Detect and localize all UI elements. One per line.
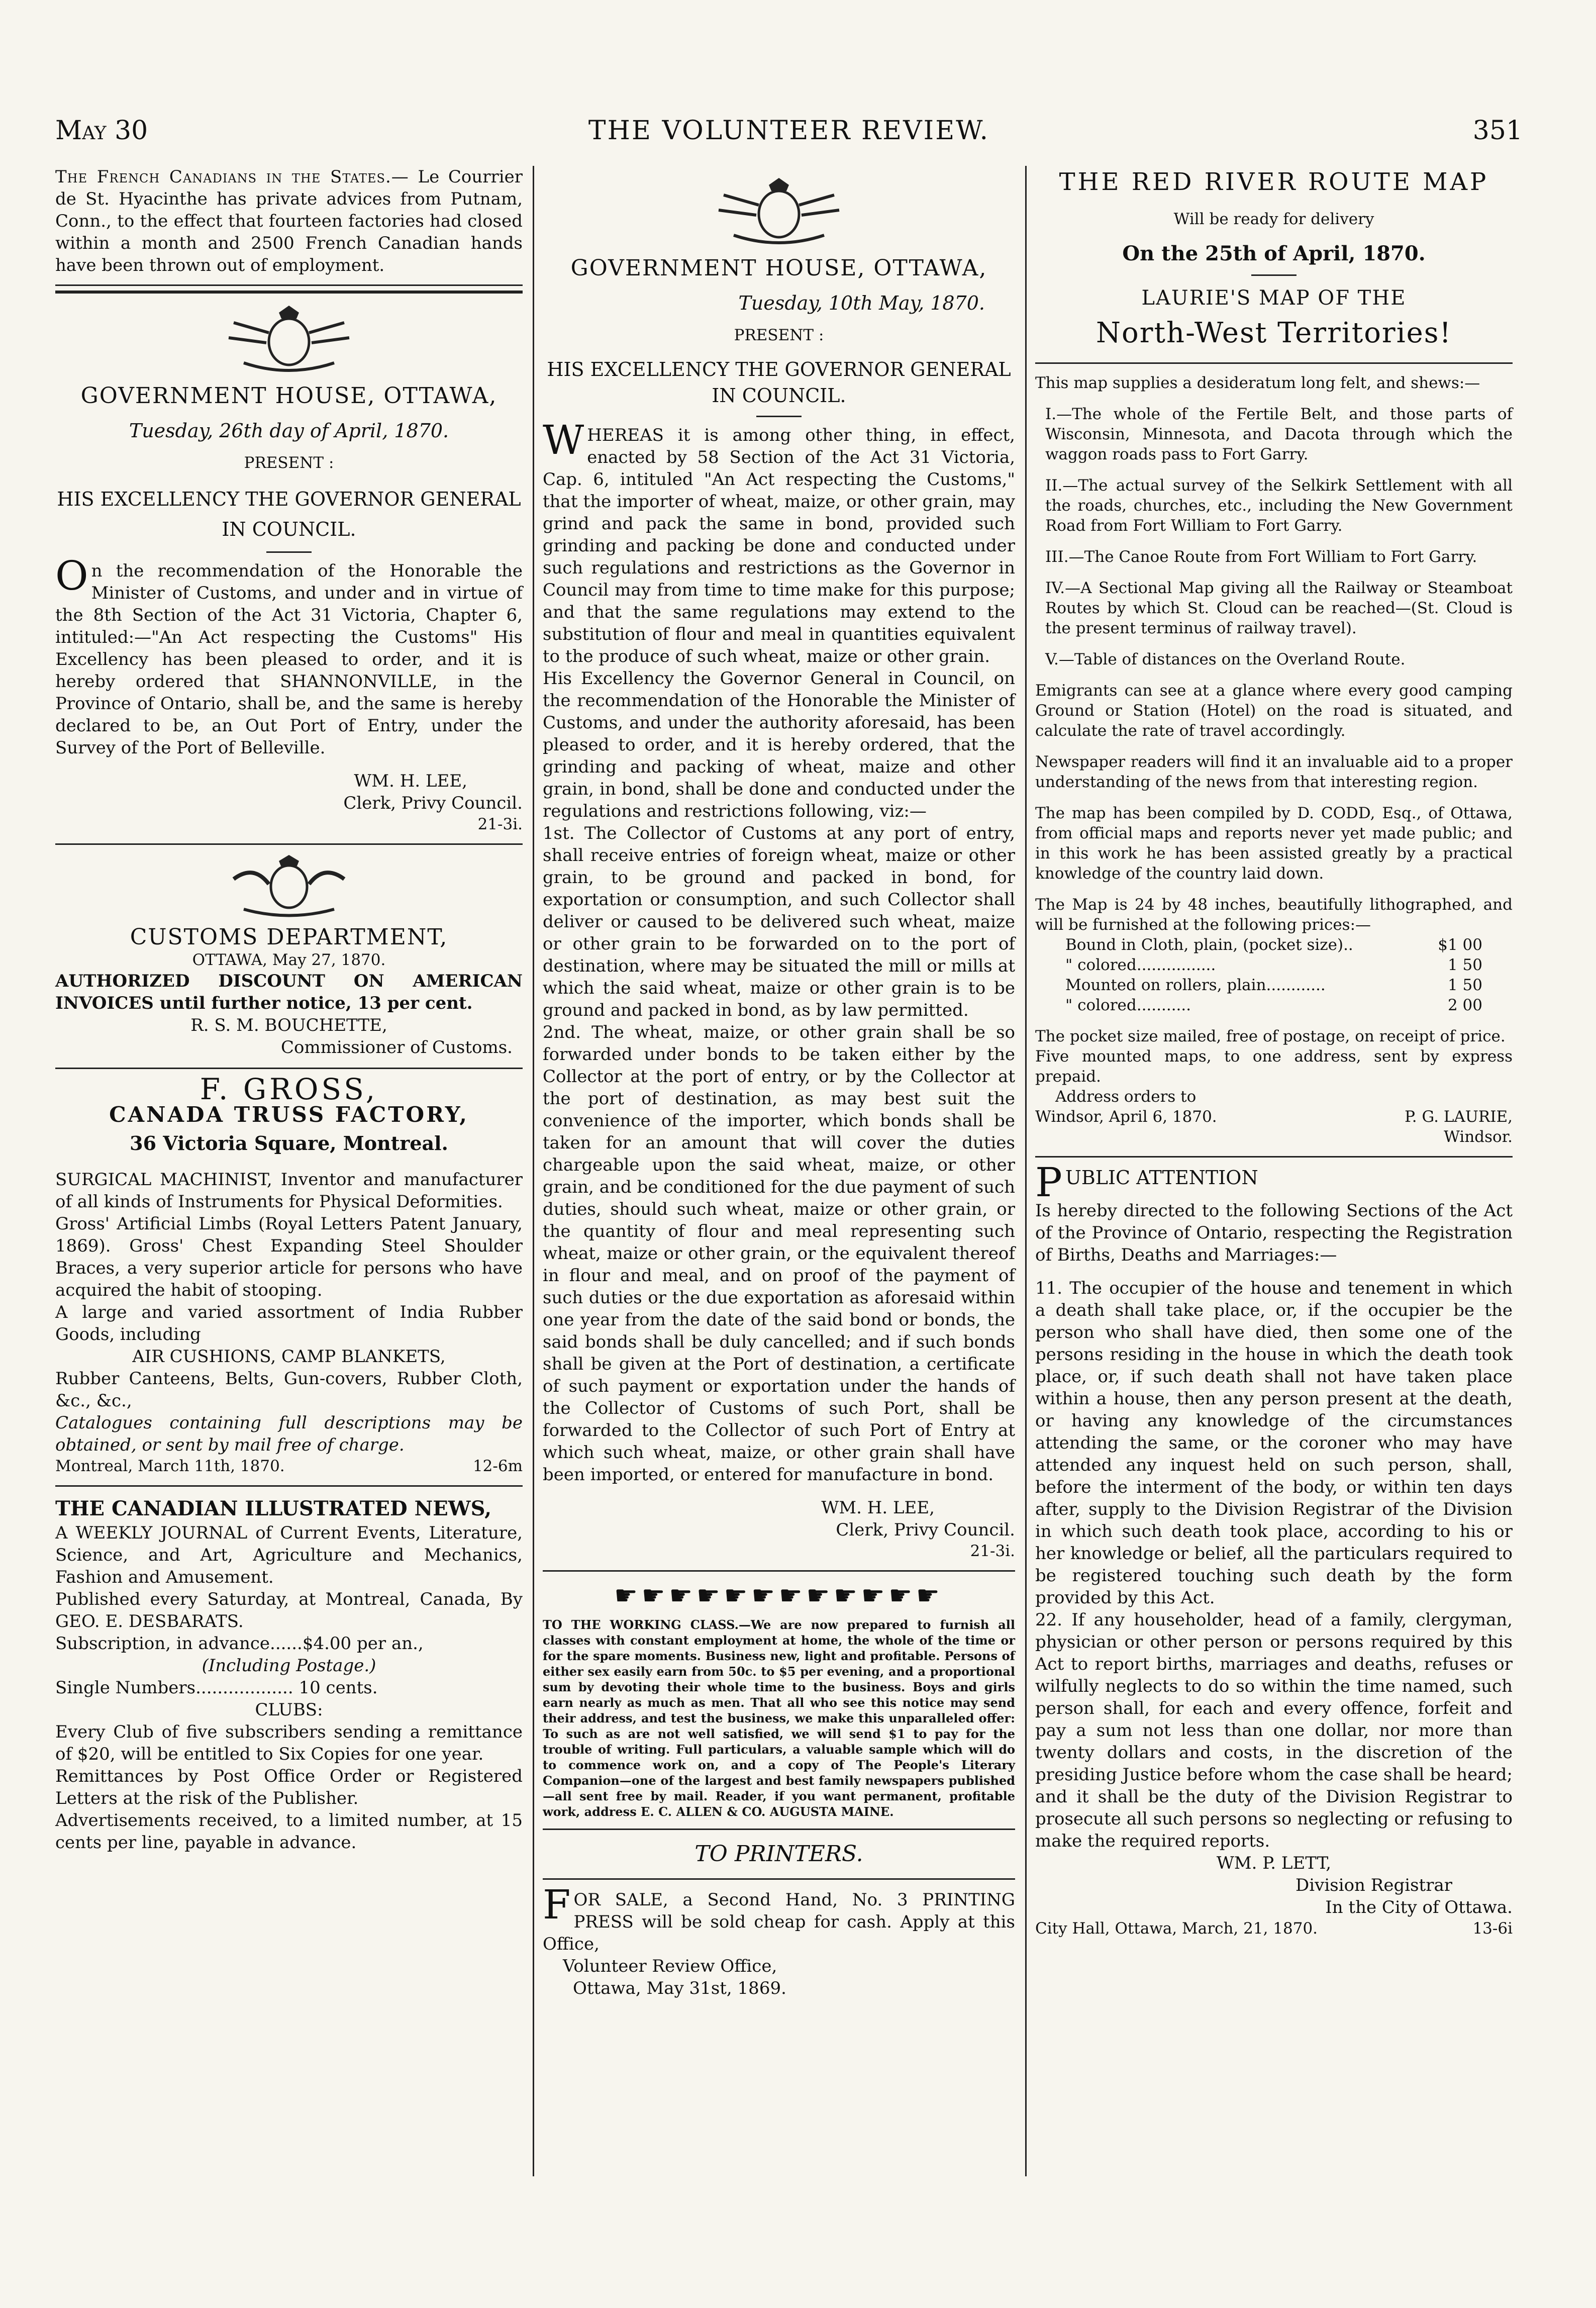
newspaper-title: THE VOLUNTEER REVIEW. — [588, 116, 990, 146]
public-attention-title: PUBLIC ATTENTION — [1035, 1159, 1258, 1206]
column-left — [55, 166, 523, 1854]
ad-paragraph: AIR CUSHIONS, CAMP BLANKETS, — [132, 1347, 446, 1367]
map-item: III.—The Canoe Route from Fort William to Fort Garry. — [1045, 548, 1477, 566]
section-divider — [543, 1878, 1015, 1880]
page-header — [55, 116, 1523, 171]
map-paragraph: The Map is 24 by 48 inches, beautifully lithographed, and will be furnished at the following prices:— — [1035, 896, 1513, 934]
section-11: 11. The occupier of the house and tenement in which a death shall take place, or, if the occupier be the person who shall have died, then some one of the persons residing in the house in which the death took place, or, if such death shall not have taken place within a house, then any person present at the death, or having any knowledge of the circumstances attending the same, or the coroner who may have attended any inquest held on such person, shall, before the interment of the body, or within ten days after, supply to the Division Registrar of the Division in which such death took place, according to his or her knowledge or belief, all the particulars required to be registered touching such death by the form provided by this Act. — [1035, 1278, 1513, 1608]
section-divider — [55, 843, 523, 845]
section-divider — [55, 284, 523, 294]
route-map-ready: Will be ready for delivery — [1173, 210, 1374, 228]
ad-paragraph: Rubber Canteens, Belts, Gun-covers, Rubber Cloth, &c., &c., — [55, 1369, 523, 1411]
section-divider — [543, 1829, 1015, 1830]
price-value: $1 00 — [1438, 936, 1482, 954]
cin-clubs: CLUBS: — [255, 1700, 323, 1720]
customs-role: Commissioner of Customs. — [280, 1037, 513, 1057]
excellency-line: HIS EXCELLENCY THE GOVERNOR GENERAL IN COUNCIL. — [57, 488, 521, 540]
cin-paragraph: Remittances by Post Office Order or Registered Letters at the risk of the Publisher. — [55, 1766, 523, 1808]
column-divider — [1025, 166, 1027, 2176]
map-item: II.—The actual survey of the Selkirk Settlement with all the roads, churches, etc., including the New Government Road from Fort William to Fort Garry. — [1045, 476, 1513, 535]
advertiser-business: CANADA TRUSS FACTORY, — [109, 1102, 469, 1127]
royal-arms-icon — [704, 175, 854, 250]
article-french-canadians — [55, 166, 523, 276]
short-rule — [1251, 274, 1296, 276]
price-label: Mounted on rollers, plain............ — [1065, 976, 1326, 994]
cin-paragraph: Published every Saturday, at Montreal, Canada, By GEO. E. DESBARATS. — [55, 1589, 523, 1631]
price-label: " colored................ — [1065, 956, 1216, 974]
order-paragraph: 2nd. The wheat, maize, or other grain shall be so forwarded under bonds to be taken either by the Collector at the port of entry, or by the Collector at the port of destination, as may best suit the convenience of the importer, which bonds shall be taken for an amount that will cover the duties chargeable upon the said wheat, maize, or other grain, and be conditioned for the due payment of such duties, should such wheat, maize or other grain, or the quantity of flour and meal representing such wheat, maize or other grain, or the equivalent thereof in flour and meal, and on proof of the payment of such duties or the due exportation as aforesaid within one year from the date of the said bond or bonds, the said bonds shall be duly cancelled; and if such bonds shall be given at the Port of destination, a certificate of such payment or exportation under the hands of the Collector of Customs of such Port, shall be forwarded to the Collector of such Port of Entry at which such wheat, maize, or other grain shall have been imported, or entered for manufacture in bond. — [543, 1022, 1015, 1485]
ad-date: Montreal, March 11th, 1870. — [55, 1457, 285, 1475]
map-name — [1405, 1107, 1513, 1147]
price-label: " colored........... — [1065, 996, 1191, 1014]
cin-title: THE CANADIAN ILLUSTRATED NEWS, — [55, 1497, 491, 1520]
section-divider — [55, 1068, 523, 1069]
map-address-label: Address orders to — [1055, 1088, 1196, 1106]
notice-body: On the recommendation of the Honorable the Minister of Customs, and under and in virtue of the 8th Section of the Act 31 Victoria, Chapter 6, intituled:—"An Act respecting the Customs" His Excellency has been pleased to order, and it is hereby ordered that SHANNONVILLE, in the Province of Ontario, shall be, and the same is hereby declared to be, an Out Port of Entry, under the Survey of the Port of Belleville. — [55, 552, 523, 758]
ad-paragraph: Gross' Artificial Limbs (Royal Letters Patent January, 1869). Gross' Chest Expanding Steel Shoulder Braces, a very superior article for persons who have acquired the habit of stooping. — [55, 1214, 523, 1300]
signature-name: WM. H. LEE, — [821, 1498, 935, 1518]
customs-signatory: R. S. M. BOUCHETTE, — [190, 1015, 387, 1035]
cin-paragraph: Advertisements received, to a limited number, at 15 cents per line, payable in advance. — [55, 1810, 523, 1853]
registrar-name: WM. P. LETT, — [1216, 1853, 1332, 1873]
column-middle — [543, 166, 1015, 1999]
signature-name: WM. H. LEE, — [354, 771, 467, 791]
registrar-place: City Hall, Ottawa, March, 21, 1870. — [1035, 1919, 1318, 1938]
map-subtitle: North-West Territories! — [1096, 317, 1452, 349]
order-paragraph: WHEREAS it is among other thing, in effect, enacted by 58 Section of the Act 31 Victoria, Cap. 6, intituled "An Act respecting the Customs," that the importer of wheat, maize, or other grain, may grind and pack the same in bond, provided such grinding and packing be done and conducted under such regulations and restrictions as the Governor in Council may from time to time make for this purpose; and that the same regulations may extend to the substitution of flour and meal in quantities equivalent to the produce of such wheat, maize or other grain. — [543, 417, 1015, 666]
present-label: PRESENT : — [734, 326, 824, 344]
map-paragraph: Five mounted maps, to one address, sent by express prepaid. — [1035, 1047, 1513, 1086]
price-row — [1035, 995, 1513, 1015]
map-paragraph: Emigrants can see at a glance where every good camping Ground or Station (Hotel) on the road is situated, and calculate the rate of travel accordingly. — [1035, 682, 1513, 740]
price-row — [1035, 955, 1513, 975]
section-divider — [1035, 362, 1513, 364]
ad-dateline — [55, 1456, 523, 1476]
route-map-date: On the 25th of April, 1870. — [1122, 242, 1426, 265]
article-heading: The French Canadians in the States.— — [55, 167, 409, 187]
customs-notice: AUTHORIZED DISCOUNT ON AMERICAN INVOICES until further notice, 13 per cent. — [55, 971, 523, 1013]
printers-body: FOR SALE, a Second Hand, No. 3 PRINTING PRESS will be sold cheap for cash. Apply at this Office, — [543, 1881, 1015, 1954]
map-paragraph: The pocket size mailed, free of postage, on receipt of price. — [1035, 1027, 1506, 1045]
cin-paragraph: Every Club of five subscribers sending a remittance of $20, will be entitled to Six Copies for one year. — [55, 1722, 523, 1764]
notice-ref: 21-3i. — [477, 815, 523, 833]
public-attention-intro: Is hereby directed to the following Sections of the Act of the Province of Ontario, respecting the Registration of Births, Deaths and Marriages:— — [1035, 1201, 1513, 1265]
notice-title: GOVERNMENT HOUSE, OTTAWA, — [80, 383, 497, 409]
section-divider — [55, 1485, 523, 1487]
map-place: Windsor, April 6, 1870. — [1035, 1108, 1217, 1126]
notice-date: Tuesday, 10th May, 1870. — [738, 292, 985, 314]
map-item: V.—Table of distances on the Overland Route. — [1045, 650, 1406, 668]
map-paragraph: Newspaper readers will find it an invaluable aid to a proper understanding of the news from that interesting region. — [1035, 753, 1513, 791]
price-value: 2 00 — [1447, 996, 1482, 1014]
column-right — [1035, 166, 1513, 1939]
map-item: I.—The whole of the Fertile Belt, and those parts of Wisconsin, Minnesota, and Dacota through which the waggon roads pass to Fort Garry. — [1045, 405, 1513, 463]
ad-ref: 12-6m — [472, 1457, 523, 1475]
map-title: LAURIE'S MAP OF THE — [1141, 286, 1407, 310]
column-divider — [533, 166, 534, 2176]
working-class-ad: TO THE WORKING CLASS.—We are now prepared to furnish all classes with constant employment at home, the whole of the time or for the spare moments. Business new, light and profitable. Persons of either sex easily earn from 50c. to $5 per evening, and a proportional sum by devoting their whole time to the business. Boys and girls earn nearly as much as men. That all who see this notice may send their address, and test the business, we make this unparalleled offer: To such as are not well satisfied, we will send $1 to pay for the trouble of writing. Full particulars, a valuable sample which will do to commence work on, and a copy of The People's Literary Companion—one of the largest and best family newspapers published—all sent free by mail. Reader, if you want permanent, profitable work, address E. C. ALLEN & CO. AUGUSTA MAINE. — [543, 1617, 1015, 1819]
cin-single: Single Numbers.................. 10 cents. — [55, 1678, 378, 1698]
map-signature — [1035, 1107, 1513, 1147]
notice-title: GOVERNMENT HOUSE, OTTAWA, — [570, 255, 987, 281]
printers-address: Volunteer Review Office, — [563, 1956, 777, 1976]
route-map-title: THE RED RIVER ROUTE MAP — [1059, 168, 1489, 196]
order-paragraph: His Excellency the Governor General in Council, on the recommendation of the Honorable the Minister of Customs, and under the authority aforesaid, has been pleased to order, and it is hereby ordered, that the grinding and packing of wheat, maize and other grain, in bond, shall be done and conducted under the regulations and restrictions following, viz:— — [543, 668, 1015, 821]
customs-title: CUSTOMS DEPARTMENT, — [130, 924, 448, 950]
order-paragraph: 1st. The Collector of Customs at any port of entry, shall receive entries of foreign wheat, maize or other grain, to be ground and packed in bond, for exportation or consumption, and such Collector shall deliver or caused to be delivered such wheat, maize or other grain to be forwarded on to the port of destination, where may be situated the mill or mills at which the said wheat, maize or other grain is to be ground and packed in bond, as by law permitted. — [543, 823, 1015, 1020]
price-row — [1035, 975, 1513, 995]
cin-paragraph: A WEEKLY JOURNAL of Current Events, Literature, Science, and Art, Agriculture and Mechanics, Fashion and Amusement. — [55, 1523, 523, 1587]
registrar-dateline — [1035, 1918, 1513, 1939]
customs-date: OTTAWA, May 27, 1870. — [192, 951, 386, 969]
section-divider — [1035, 1156, 1513, 1158]
excellency-line: HIS EXCELLENCY THE GOVERNOR GENERAL IN COUNCIL. — [547, 358, 1011, 407]
map-item: IV.—A Sectional Map giving all the Railway or Steamboat Routes by which St. Cloud can be reached—(St. Cloud is the present terminus of railway travel). — [1045, 579, 1513, 637]
signatory-town: Windsor. — [1444, 1128, 1513, 1146]
signature-title: Clerk, Privy Council. — [343, 793, 523, 813]
notice-ref: 21-3i. — [970, 1542, 1015, 1560]
ad-paragraph: A large and varied assortment of India Rubber Goods, including — [55, 1302, 523, 1344]
printers-title: TO PRINTERS. — [694, 1841, 863, 1867]
signature-title: Clerk, Privy Council. — [836, 1520, 1015, 1540]
pointing-hands-icon: ☛☛☛☛☛☛☛☛☛☛☛☛ — [614, 1581, 944, 1611]
price-value: 1 50 — [1447, 976, 1482, 994]
section-22: 22. If any householder, head of a family, clergyman, physician or other person or persons required by this Act to report births, marriages and deaths, refuses or wilfully neglects to do so within the time named, such person shall, for each and every offence, forfeit and pay a sum not less than one dollar, nor more than twenty dollars and costs, in the discretion of the presiding Justice before whom the case shall be heard; and it shall be the duty of the Division Registrar to prosecute all such persons so neglecting or refusing to make the required reports. — [1035, 1610, 1513, 1851]
registrar-city: In the City of Ottawa. — [1325, 1897, 1513, 1917]
section-divider — [543, 1570, 1015, 1572]
issue-date: May 30 — [55, 116, 148, 146]
printers-date: Ottawa, May 31st, 1869. — [573, 1978, 786, 1998]
map-paragraph: The map has been compiled by D. CODD, Esq., of Ottawa, from official maps and reports never yet made public; and in this work he has been assisted greatly by a practical knowledge of the country laid down. — [1035, 804, 1513, 883]
cin-subscription: Subscription, in advance......$4.00 per an., — [55, 1633, 424, 1654]
short-rule — [266, 551, 312, 553]
article-body: Le Courrier de St. Hyacinthe has private advices from Putnam, Conn., to the effect that fourteen factories had closed within a month and 2500 French Canadian hands have been thrown out of employment. — [55, 167, 523, 275]
royal-arms-icon — [219, 854, 359, 919]
registrar-role: Division Registrar — [1295, 1875, 1452, 1895]
price-label: Bound in Cloth, plain, (pocket size).. — [1065, 936, 1353, 954]
advertiser-name: F. GROSS, — [200, 1072, 378, 1106]
registrar-ref: 13-6i — [1472, 1919, 1513, 1938]
price-row — [1035, 935, 1513, 955]
advertiser-address: 36 Victoria Square, Montreal. — [130, 1132, 448, 1155]
notice-date: Tuesday, 26th day of April, 1870. — [129, 420, 449, 442]
short-rule — [756, 416, 802, 417]
present-label: PRESENT : — [244, 454, 334, 472]
page-number: 351 — [1472, 116, 1523, 146]
map-intro: This map supplies a desideratum long felt, and shews:— — [1035, 374, 1480, 392]
ad-paragraph: SURGICAL MACHINIST, Inventor and manufacturer of all kinds of Instruments for Physical Deformities. — [55, 1170, 523, 1212]
price-value: 1 50 — [1447, 956, 1482, 974]
signatory-name: P. G. LAURIE, — [1405, 1108, 1513, 1126]
cin-postage: (Including Postage.) — [202, 1656, 376, 1676]
royal-arms-icon — [214, 303, 364, 378]
ad-paragraph: Catalogues containing full descriptions may be obtained, or sent by mail free of charge. — [55, 1413, 523, 1455]
